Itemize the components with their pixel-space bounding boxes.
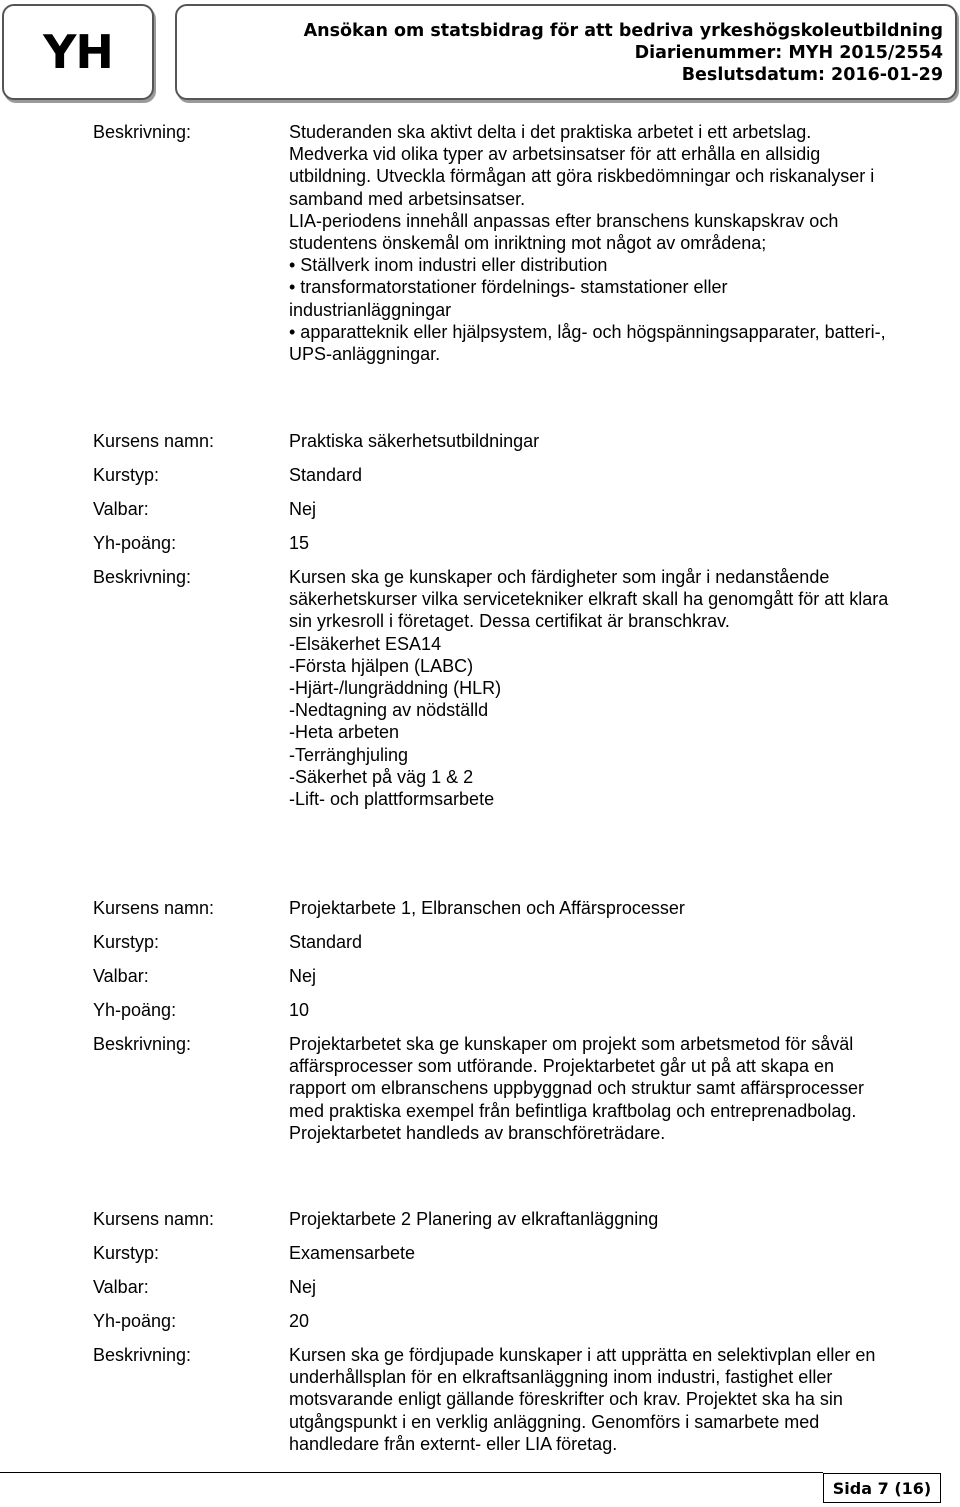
description-line: motsvarande enligt gällande föreskrifter och krav. Projektet ska ha sin xyxy=(289,1389,843,1410)
description-label: Beskrivning: xyxy=(93,1345,192,1365)
course-name-row xyxy=(0,897,960,931)
description-line: handledare från externt- eller LIA företag. xyxy=(289,1433,618,1454)
description-line: säkerhetskurser vilka servicetekniker elkraft skall ha genomgått för att klara xyxy=(289,589,889,610)
course-type-row xyxy=(0,464,960,498)
footer-divider xyxy=(0,1472,823,1473)
course-type-row xyxy=(0,931,960,965)
description-line: studentens önskemål om inriktning mot något av områdena; xyxy=(289,233,767,254)
course-points: 15 xyxy=(289,533,310,553)
course-name: Projektarbete 1, Elbranschen och Affärsprocesser xyxy=(289,898,685,918)
course-valbar-label: Valbar: xyxy=(93,1277,149,1297)
course-points-label: Yh-poäng: xyxy=(93,1311,177,1331)
course-valbar-row xyxy=(0,1276,960,1310)
description-line: -Första hjälpen (LABC) xyxy=(289,655,474,676)
course-name: Praktiska säkerhetsutbildningar xyxy=(289,431,540,451)
description-line: affärsprocesser som utförande. Projektarbetet går ut på att skapa en xyxy=(289,1056,834,1077)
description-line: -Elsäkerhet ESA14 xyxy=(289,633,442,654)
beslutsdatum: Beslutsdatum: 2016-01-29 xyxy=(681,65,943,85)
description-line: industrianläggningar xyxy=(289,299,452,320)
description-line: LIA-periodens innehåll anpassas efter branschens kunskapskrav och xyxy=(289,210,839,231)
logo-text: YH xyxy=(43,25,113,79)
course-valbar-row xyxy=(0,498,960,532)
description-row xyxy=(0,121,960,365)
description-line: -Nedtagning av nödställd xyxy=(289,700,489,721)
description-line: -Heta arbeten xyxy=(289,722,400,743)
course-block xyxy=(0,897,960,1144)
description-line: Projektarbetet ska ge kunskaper om projekt som arbetsmetod för såväl xyxy=(289,1034,854,1054)
description-label: Beskrivning: xyxy=(93,122,192,142)
description-label: Beskrivning: xyxy=(93,567,192,587)
description-row xyxy=(0,1033,960,1144)
diarienummer: Diarienummer: MYH 2015/2554 xyxy=(634,43,943,63)
description-text xyxy=(289,1033,954,1144)
course-valbar-label: Valbar: xyxy=(93,499,149,519)
document-title: Ansökan om statsbidrag för att bedriva yrkeshögskoleutbildning xyxy=(303,21,943,41)
description-line: Projektarbetet handleds av branschföreträdare. xyxy=(289,1122,666,1143)
course-name-label: Kursens namn: xyxy=(93,898,215,918)
course-points-row xyxy=(0,532,960,566)
course-type-row xyxy=(0,1242,960,1276)
description-line: Studeranden ska aktivt delta i det praktiska arbetet i ett arbetslag. xyxy=(289,122,812,142)
description-line: Kursen ska ge kunskaper och färdigheter som ingår i nedanstående xyxy=(289,567,830,587)
description-label: Beskrivning: xyxy=(93,1034,192,1054)
course-name-row xyxy=(0,1208,960,1242)
course-name-label: Kursens namn: xyxy=(93,431,215,451)
course-type-label: Kurstyp: xyxy=(93,465,160,485)
course-points-row xyxy=(0,1310,960,1344)
course-block xyxy=(0,1208,960,1455)
course-type: Examensarbete xyxy=(289,1243,416,1263)
course-continuation xyxy=(0,121,960,365)
course-name-row xyxy=(0,430,960,464)
course-type-label: Kurstyp: xyxy=(93,1243,160,1263)
course-valbar: Nej xyxy=(289,1277,317,1297)
description-line: Medverka vid olika typer av arbetsinsatser för att erhålla en allsidig xyxy=(289,144,821,165)
course-valbar: Nej xyxy=(289,966,317,986)
description-line: samband med arbetsinsatser. xyxy=(289,188,526,209)
course-points: 10 xyxy=(289,1000,310,1020)
course-name: Projektarbete 2 Planering av elkraftanläggning xyxy=(289,1209,659,1229)
description-text xyxy=(289,566,954,810)
course-type: Standard xyxy=(289,465,363,485)
description-line: sin yrkesroll i företaget. Dessa certifikat är branschkrav. xyxy=(289,611,730,632)
description-line: UPS-anläggningar. xyxy=(289,344,441,365)
course-valbar-row xyxy=(0,965,960,999)
description-line: underhållsplan för en elkraftsanläggning inom industri, fastighet eller xyxy=(289,1367,833,1388)
course-points: 20 xyxy=(289,1311,310,1331)
description-text xyxy=(289,121,954,365)
description-line: -Hjärt-/lungräddning (HLR) xyxy=(289,678,502,699)
description-line: Kursen ska ge fördjupade kunskaper i att upprätta en selektivplan eller en xyxy=(289,1345,876,1365)
course-type-label: Kurstyp: xyxy=(93,932,160,952)
description-line: • apparatteknik eller hjälpsystem, låg- och högspänningsapparater, batteri-, xyxy=(289,321,886,342)
course-block xyxy=(0,430,960,810)
description-text xyxy=(289,1344,954,1455)
description-line: utgångspunkt i en verklig anläggning. Genomförs i samarbete med xyxy=(289,1411,820,1432)
course-type: Standard xyxy=(289,932,363,952)
course-points-label: Yh-poäng: xyxy=(93,533,177,553)
course-valbar: Nej xyxy=(289,499,317,519)
description-row xyxy=(0,566,960,810)
course-points-row xyxy=(0,999,960,1033)
document-header xyxy=(175,4,957,100)
description-line: utbildning. Utveckla förmågan att göra riskbedömningar och riskanalyser i xyxy=(289,166,875,187)
course-points-label: Yh-poäng: xyxy=(93,1000,177,1020)
description-line: • Ställverk inom industri eller distribution xyxy=(289,255,608,276)
course-name-label: Kursens namn: xyxy=(93,1209,215,1229)
logo xyxy=(2,4,154,100)
description-line: -Säkerhet på väg 1 & 2 xyxy=(289,766,474,787)
description-row xyxy=(0,1344,960,1455)
course-valbar-label: Valbar: xyxy=(93,966,149,986)
description-line: -Lift- och plattformsarbete xyxy=(289,789,495,810)
description-line: rapport om elbranschens uppbyggnad och struktur samt affärsprocesser xyxy=(289,1078,864,1099)
description-line: • transformatorstationer fördelnings- stamstationer eller xyxy=(289,277,728,298)
description-line: med praktiska exempel från befintliga kraftbolag och entreprenadbolag. xyxy=(289,1100,857,1121)
page-number: Sida 7 (16) xyxy=(823,1473,941,1503)
description-line: -Terränghjuling xyxy=(289,744,409,765)
